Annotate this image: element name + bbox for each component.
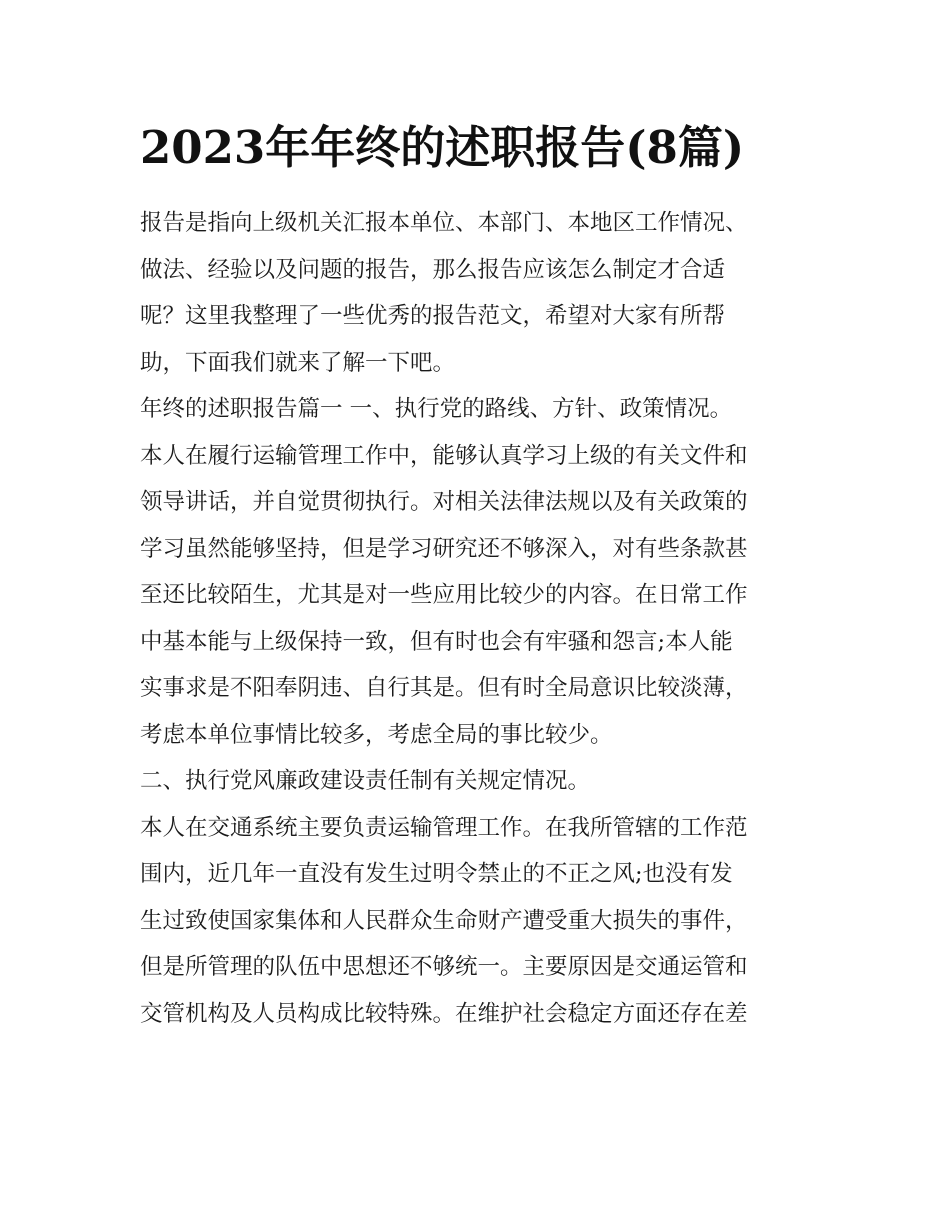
body-line: 考虑本单位事情比较多，考虑全局的事比较少。 [140, 721, 613, 748]
body-line: 呢？这里我整理了一些优秀的报告范文，希望对大家有所帮 [140, 303, 726, 329]
body-line: 学习虽然能够坚持，但是学习研究还不够深入，对有些条款甚 [140, 535, 748, 562]
body-line: 至还比较陌生，尤其是对一些应用比较少的内容。在日常工作 [140, 582, 748, 608]
body-line: 做法、经验以及问题的报告，那么报告应该怎么制定才合适 [140, 256, 726, 283]
body-line: 生过致使国家集体和人民群众生命财产遭受重大损失的事件， [140, 907, 748, 934]
body-line: 本人在履行运输管理工作中，能够认真学习上级的有关文件和 [140, 442, 748, 469]
body-line: 实事求是不阳奉阴违、自行其是。但有时全局意识比较淡薄， [140, 675, 748, 701]
body-line: 二、执行党风廉政建设责任制有关规定情况。 [140, 768, 591, 794]
body-line: 围内，近几年一直没有发生过明令禁止的不正之风;也没有发 [140, 861, 733, 887]
document-title: 2023年年终的述职报告(8篇) [140, 121, 745, 174]
body-line: 中基本能与上级保持一致，但有时也会有牢骚和怨言;本人能 [140, 628, 733, 655]
body-line: 助，下面我们就来了解一下吧。 [140, 349, 456, 376]
body-line: 领导讲话，并自觉贯彻执行。对相关法律法规以及有关政策的 [140, 489, 748, 515]
body-line: 本人在交通系统主要负责运输管理工作。在我所管辖的工作范 [140, 814, 748, 841]
body-line: 但是所管理的队伍中思想还不够统一。主要原因是交通运管和 [140, 954, 748, 980]
document-body [140, 200, 820, 1037]
body-line: 年终的述职报告篇一 一、执行党的路线、方针、政策情况。 [140, 396, 733, 422]
body-line: 交管机构及人员构成比较特殊。在维护社会稳定方面还存在差 [140, 1000, 748, 1027]
body-line: 报告是指向上级机关汇报本单位、本部门、本地区工作情况、 [140, 210, 748, 236]
